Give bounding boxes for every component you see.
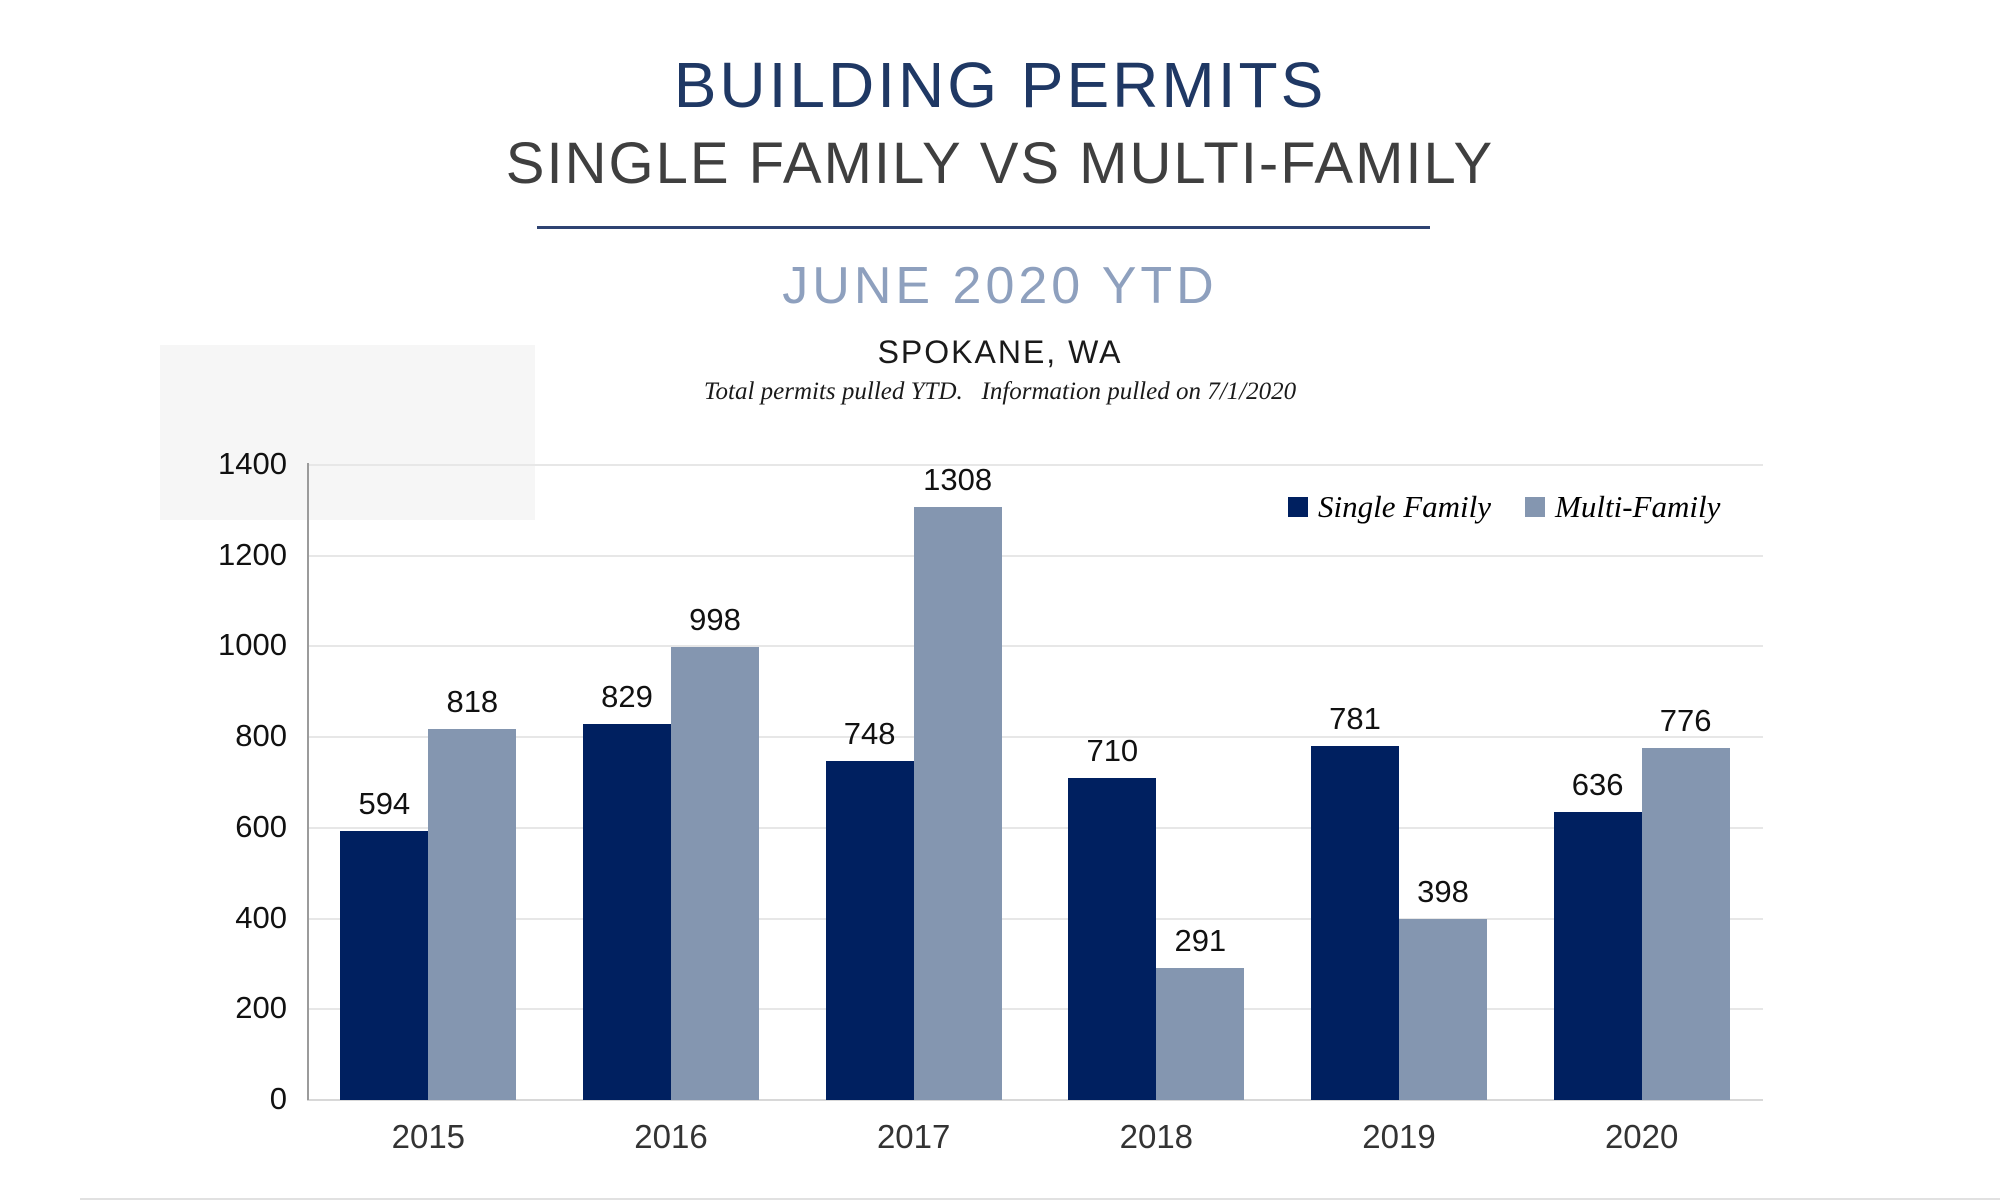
- footnote: Total permits pulled YTD. Information pulled on 7/1/2020: [703, 378, 1297, 405]
- legend-swatch: [1525, 497, 1545, 517]
- y-tick-label: 1000: [218, 627, 287, 663]
- multi-family-bar: [1399, 919, 1487, 1100]
- x-category-label: 2017: [876, 1118, 951, 1155]
- y-tick-label: 800: [235, 718, 287, 754]
- bar-value-label: 710: [1086, 732, 1139, 768]
- x-category-label: 2020: [1604, 1118, 1679, 1155]
- bar-value-label: 636: [1571, 766, 1624, 802]
- x-category-label: 2019: [1362, 1118, 1436, 1155]
- bar-value-label: 748: [843, 715, 896, 751]
- bar-value-label: 398: [1417, 874, 1469, 910]
- y-axis-line: [307, 463, 309, 1100]
- legend-label: Multi-Family: [1555, 489, 1721, 524]
- x-category-label: 2015: [391, 1118, 466, 1155]
- gridline: [307, 1099, 1763, 1101]
- y-tick-label: 0: [269, 1081, 287, 1116]
- multi-family-bar: [1642, 748, 1730, 1100]
- single-family-bar: [1311, 746, 1399, 1100]
- y-tick-label: 200: [235, 990, 287, 1026]
- background-artifact: [160, 345, 535, 520]
- multi-family-bar: [428, 729, 516, 1100]
- x-category-label: 2016: [634, 1118, 708, 1155]
- single-family-bar: [583, 724, 671, 1100]
- single-family-bar: [826, 761, 914, 1100]
- location-label: SPOKANE, WA: [877, 334, 1123, 370]
- legend-swatch: [1288, 497, 1308, 517]
- y-tick-label: 600: [235, 808, 287, 844]
- single-family-bar: [340, 831, 428, 1100]
- y-tick-label: 400: [235, 899, 287, 935]
- bar-value-label: 291: [1174, 923, 1227, 958]
- page-title: BUILDING PERMITS: [673, 49, 1327, 121]
- y-tick-label: 1200: [218, 536, 287, 572]
- bar-value-label: 776: [1659, 703, 1712, 739]
- gridline: [307, 555, 1763, 557]
- legend-item: [1288, 489, 1491, 525]
- multi-family-bar: [914, 507, 1002, 1100]
- bar-value-label: 1308: [923, 461, 993, 497]
- legend-item: [1525, 489, 1720, 525]
- bar-value-label: 594: [358, 785, 411, 821]
- gridline: [307, 918, 1763, 920]
- x-category-label: 2018: [1119, 1118, 1194, 1155]
- gridline: [307, 645, 1763, 647]
- gridline: [307, 827, 1763, 829]
- bar-value-label: 818: [446, 683, 499, 719]
- period-label: JUNE 2020 YTD: [782, 257, 1218, 315]
- multi-family-bar: [671, 647, 759, 1100]
- multi-family-bar: [1156, 968, 1244, 1100]
- gridline: [307, 1008, 1763, 1010]
- single-family-bar: [1554, 812, 1642, 1100]
- legend: [1288, 490, 1720, 524]
- y-tick-label: 1400: [218, 446, 287, 481]
- bar-value-label: 998: [689, 602, 741, 638]
- bar-value-label: 829: [601, 678, 653, 714]
- legend-label: Single Family: [1318, 489, 1492, 524]
- page-bottom-artifact-line: [80, 1198, 2000, 1200]
- bar-value-label: 781: [1329, 700, 1381, 736]
- page-subtitle: SINGLE FAMILY VS MULTI-FAMILY: [505, 131, 1495, 196]
